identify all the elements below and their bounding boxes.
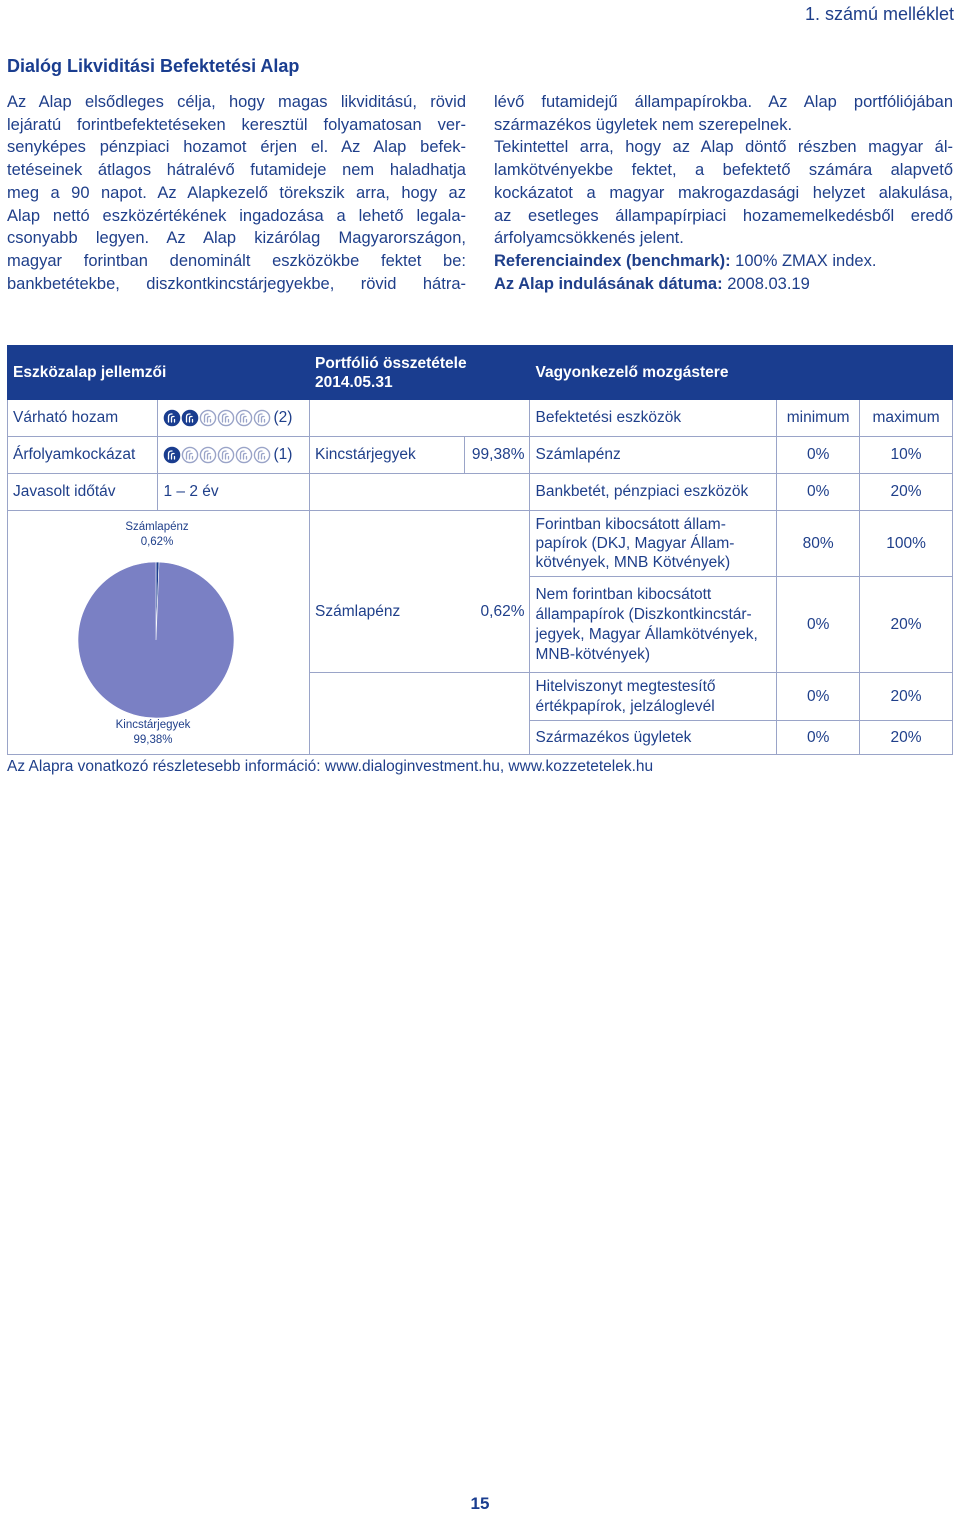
yield-rating-icons xyxy=(163,409,271,427)
footer-info: Az Alapra vonatkozó részletesebb információ: www.dialoginvestment.hu, www.kozzetetelek.hu xyxy=(7,758,654,775)
benchmark-line xyxy=(494,250,953,273)
page-number: 15 xyxy=(470,1494,490,1513)
benchmark-label: Referenciaindex (benchmark): xyxy=(494,251,731,270)
benchmark-value: 100% ZMAX index. xyxy=(735,251,877,270)
empty-cell xyxy=(310,673,530,755)
intro-column-left xyxy=(7,91,466,295)
manager-asset: Bankbetét, pénzpiaci eszközök xyxy=(530,474,777,511)
table-row xyxy=(8,437,953,474)
horizon-label: Javasolt időtáv xyxy=(8,474,158,511)
portfolio-pie-cell xyxy=(8,511,310,755)
yield-label: Várható hozam xyxy=(8,400,158,437)
portfolio-name: Kincstárjegyek xyxy=(310,437,465,474)
manager-max: 100% xyxy=(860,511,953,577)
pie-chart-container xyxy=(8,511,309,754)
manager-col-header: Befektetési eszközök xyxy=(530,400,777,437)
manager-min: 0% xyxy=(777,437,860,474)
pie-label-name: Kincstárjegyek xyxy=(115,719,191,731)
manager-asset: Számlapénz xyxy=(530,437,777,474)
manager-min: 0% xyxy=(777,577,860,673)
pie-slice-kincst-rjegyek xyxy=(78,562,234,718)
portfolio-row-2 xyxy=(315,603,524,621)
horizon-value: 1 – 2 év xyxy=(158,474,310,511)
risk-rating-icons xyxy=(163,446,271,464)
rating-empty-icon xyxy=(253,446,271,464)
risk-level: (1) xyxy=(273,446,293,464)
rating-empty-icon xyxy=(217,409,235,427)
table-header-row xyxy=(8,346,953,400)
intro-line: származékos ügyletek nem szerepelnek. xyxy=(494,115,793,134)
intro-line: Alap nettó eszközértékének ingadozása a lehető legala- xyxy=(7,206,466,225)
intro-line: Tekintettel arra, hogy az Alap döntő részben magyar ál- xyxy=(494,138,953,157)
yield-level: (2) xyxy=(273,409,293,427)
intro-line: bankbetétekbe, diszkontkincstárjegyekbe, rövid hátra- xyxy=(7,274,466,293)
manager-asset: Hitelviszonyt megtestesítő értékpapírok, jelzáloglevél xyxy=(530,673,777,721)
intro-line: senyképes pénzpiaci hozamot érjen el. Az Alap befek- xyxy=(7,138,466,157)
intro-line: lejáratú forintbefektetéseken keresztül folyamatosan ver- xyxy=(7,115,466,134)
rating-empty-icon xyxy=(199,446,217,464)
rating-filled-icon xyxy=(163,409,181,427)
portfolio-value: 0,62% xyxy=(480,602,525,620)
empty-cell xyxy=(310,400,530,437)
header-portfolio: Portfólió összetétele 2014.05.31 xyxy=(310,346,530,400)
empty-cell xyxy=(310,474,530,511)
table-row xyxy=(8,400,953,437)
risk-rating xyxy=(158,437,310,474)
rating-filled-icon xyxy=(181,409,199,427)
table-row xyxy=(8,474,953,511)
manager-min: 80% xyxy=(777,511,860,577)
rating-empty-icon xyxy=(253,409,271,427)
rating-filled-icon xyxy=(163,446,181,464)
manager-min: 0% xyxy=(777,673,860,721)
manager-max: 20% xyxy=(860,721,953,755)
intro-line: tetéseinek átlagos hátralévő futamideje nem haladhatja xyxy=(7,161,466,180)
manager-asset: Nem forintban kibocsátott állampapírok (Diszkontkincstár-jegyek, Magyar Államkötvények, MNB-kötvények) xyxy=(530,577,777,673)
risk-label: Árfolyamkockázat xyxy=(8,437,158,474)
manager-max-header: maximum xyxy=(860,400,953,437)
intro-line: kockázatot a magyar makrogazdasági helyzet alakulása, xyxy=(494,183,953,202)
manager-min: 0% xyxy=(777,474,860,511)
manager-min-header: minimum xyxy=(777,400,860,437)
start-date-line xyxy=(494,273,953,296)
start-date-label: Az Alap indulásának dátuma: xyxy=(494,274,723,293)
intro-line: csonyabb legyen. Az Alap kizárólag Magyarországon, xyxy=(7,229,466,248)
intro-column-right xyxy=(494,91,953,295)
rating-empty-icon xyxy=(199,409,217,427)
rating-empty-icon xyxy=(217,446,235,464)
intro-line: magyar forintban denominált eszközökbe fektet be: xyxy=(7,251,466,270)
pie-label-value: 0,62% xyxy=(140,536,174,548)
intro-line: meg a 90 napot. Az Alapkezelő törekszik arra, hogy az xyxy=(7,183,466,202)
rating-empty-icon xyxy=(235,409,253,427)
manager-min: 0% xyxy=(777,721,860,755)
manager-max: 20% xyxy=(860,577,953,673)
manager-asset: Forintban kibocsátott állam-papírok (DKJ, Magyar Állam-kötvények, MNB Kötvények) xyxy=(530,511,777,577)
intro-line: árfolyamcsökkenés jelent. xyxy=(494,229,684,248)
rating-empty-icon xyxy=(181,446,199,464)
pie-label-large xyxy=(98,718,208,748)
table-row xyxy=(8,511,953,577)
pie-label-small xyxy=(108,520,206,550)
intro-line: lamkötvényekbe fektet, a befektető számára alapvető xyxy=(494,161,953,180)
manager-asset: Származékos ügyletek xyxy=(530,721,777,755)
fund-characteristics-table xyxy=(7,345,953,755)
portfolio-cell-2 xyxy=(310,511,530,673)
start-date-value: 2008.03.19 xyxy=(727,274,810,293)
header-features: Eszközalap jellemzői xyxy=(8,346,310,400)
pie-label-name: Számlapénz xyxy=(125,521,189,533)
rating-empty-icon xyxy=(235,446,253,464)
intro-line: lévő futamidejű állampapírokba. Az Alap portfóliójában xyxy=(494,93,953,111)
header-manager: Vagyonkezelő mozgástere xyxy=(530,346,953,400)
manager-max: 20% xyxy=(860,673,953,721)
portfolio-value: 99,38% xyxy=(464,437,530,474)
portfolio-name: Számlapénz xyxy=(315,602,401,620)
manager-max: 10% xyxy=(860,437,953,474)
yield-rating xyxy=(158,400,310,437)
annex-label: 1. számú melléklet xyxy=(804,4,954,24)
manager-max: 20% xyxy=(860,474,953,511)
intro-line: az esetleges állampapírpiaci hozamemelkedésből eredő xyxy=(494,206,953,225)
fund-title: Dialóg Likviditási Befektetési Alap xyxy=(7,56,300,76)
pie-label-value: 99,38% xyxy=(133,734,173,746)
intro-line: Az Alap elsődleges célja, hogy magas likviditású, rövid xyxy=(7,93,466,111)
